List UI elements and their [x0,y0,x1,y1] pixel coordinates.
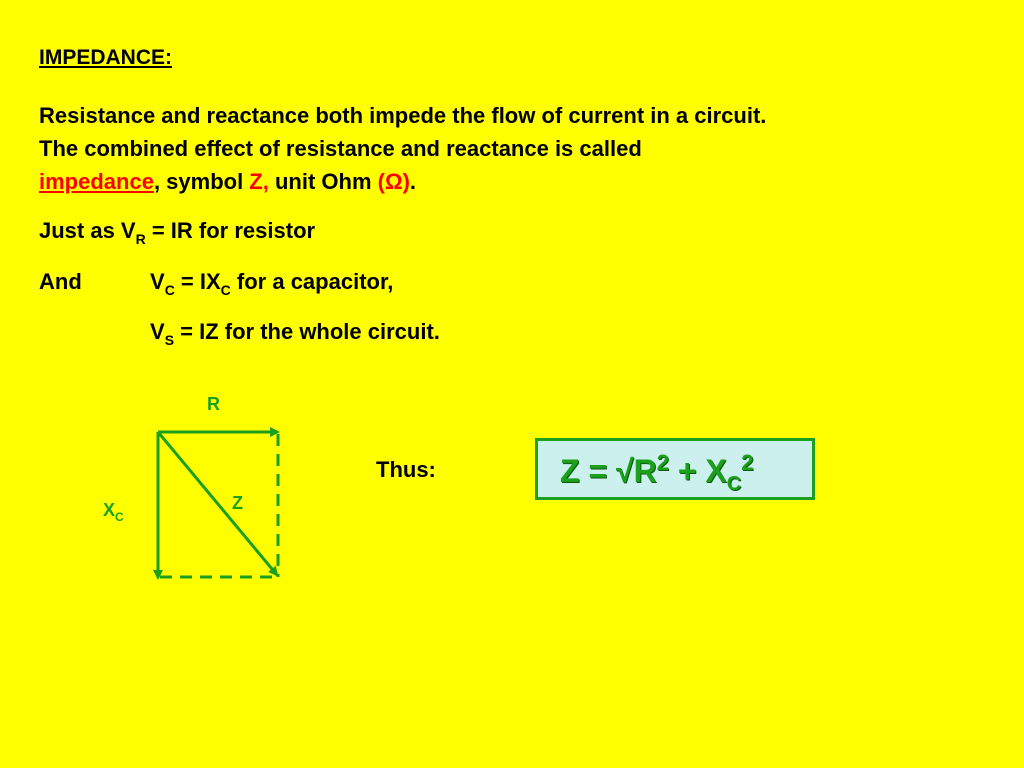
phasor-xc-label: $X_C$ [103,500,124,524]
and-label: And [39,269,82,294]
paragraph-line-1: Resistance and reactance both impede the flow of current in a circuit. [39,103,767,128]
symbol-z: Z, [249,169,269,194]
phasor-z-label: Z [232,493,243,513]
impedance-formula: $Z = √R^2 + X_C^2$ [560,450,754,495]
unit-ohm: (Ω) [377,169,410,194]
thus-label: Thus: [376,457,436,482]
formula-box [535,438,815,500]
phasor-diagram [90,380,320,600]
impedance-term: impedance [39,169,154,194]
z-vector [158,432,277,575]
capacitor-equation: $V_C = IX_C$ for a capacitor, [150,269,394,298]
resistor-equation: Just as $V_R$ = IR for resistor [39,218,316,247]
definition-paragraph [39,99,999,198]
unit-text: unit Ohm [268,169,378,194]
paragraph-end: . [409,169,417,194]
paragraph-line-3 [39,165,999,198]
slide-heading: IMPEDANCE: [39,46,173,69]
paragraph-line-2: The combined effect of resistance and reactance is called [39,136,642,161]
circuit-equation: $V_S$ = IZ for the whole circuit. [150,319,440,348]
symbol-prefix: , symbol [153,169,250,194]
phasor-r-label: R [207,394,220,414]
